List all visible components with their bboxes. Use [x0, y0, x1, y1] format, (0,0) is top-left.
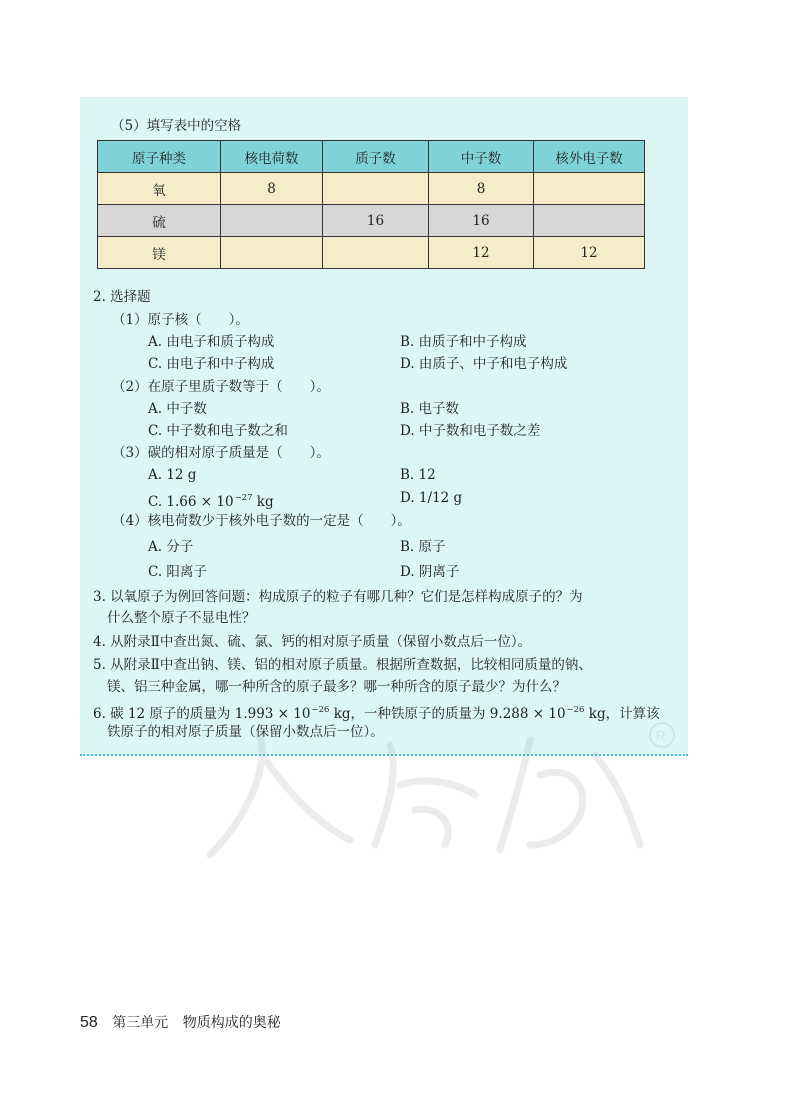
q2-4-option-b: B. 原子: [400, 539, 446, 555]
table-cell: 氧: [98, 173, 221, 205]
chapter-title: 物质构成的奥秘: [182, 1015, 281, 1031]
table-section-title: （5）填写表中的空格: [111, 118, 242, 134]
q2-3-option-b: B. 12: [400, 467, 436, 483]
q6-part-2: kg，一种铁原子的质量为 9.288 × 10: [329, 706, 566, 722]
question-3-line-1: 3. 以氧原子为例回答问题：构成原子的粒子有哪几种？它们是怎样构成原子的？为: [93, 589, 583, 605]
header-cell: 核电荷数: [221, 141, 323, 173]
q2-2-option-b: B. 电子数: [400, 401, 460, 417]
table-cell: 8: [429, 173, 534, 205]
table-cell: 16: [323, 205, 429, 237]
table-cell: [323, 237, 429, 269]
question-6-line-2: 铁原子的相对原子质量（保留小数点后一位）。: [107, 724, 384, 740]
q2-3-option-c: [148, 489, 274, 511]
table-cell: 12: [429, 237, 534, 269]
q2-2-option-a: A. 中子数: [148, 401, 207, 417]
table-row: [98, 173, 645, 205]
q2-3-option-a: A. 12 g: [148, 467, 197, 483]
question-3-line-2: 什么整个原子不显电性？: [107, 610, 256, 626]
q6-part-1: 6. 碳 12 原子的质量为 1.993 × 10: [93, 706, 311, 722]
table-cell: 12: [534, 237, 645, 269]
table-cell: 镁: [98, 237, 221, 269]
q2-1-option-b: B. 由质子和中子构成: [400, 334, 527, 350]
table-header-row: [98, 141, 645, 173]
q2-2-stem: （2）在原子里质子数等于（ ）。: [112, 379, 330, 395]
header-cell: 核外电子数: [534, 141, 645, 173]
question-5-line-2: 镁、铝三种金属，哪一种所含的原子最多？哪一种所含的原子最少？为什么？: [107, 679, 566, 695]
question-2-title: 2. 选择题: [93, 289, 151, 305]
table-cell: 硫: [98, 205, 221, 237]
table-cell: [534, 173, 645, 205]
page-footer: [80, 1012, 281, 1032]
header-cell: 原子种类: [98, 141, 221, 173]
q2-3-option-c-unit: kg: [252, 494, 274, 510]
q2-1-option-d: D. 由质子、中子和电子构成: [400, 356, 568, 372]
question-5-line-1: 5. 从附录Ⅱ中查出钠、镁、铝的相对原子质量。根据所查数据，比较相同质量的钠、: [93, 657, 592, 673]
q2-1-option-a: A. 由电子和质子构成: [148, 334, 275, 350]
q6-part-3: kg，计算该: [584, 706, 660, 722]
q2-3-option-c-base: C. 1.66 × 10: [148, 494, 234, 510]
q2-1-stem: （1）原子核（ ）。: [112, 312, 249, 328]
unit-label: 第三单元: [112, 1015, 169, 1031]
table-cell: [534, 205, 645, 237]
q2-1-option-c: C. 由电子和中子构成: [148, 356, 275, 372]
table-cell: [323, 173, 429, 205]
page-number: 58: [80, 1014, 98, 1031]
q2-2-option-d: D. 中子数和电子数之差: [400, 423, 541, 439]
table-cell: 16: [429, 205, 534, 237]
table-cell: 8: [221, 173, 323, 205]
table-cell: [221, 205, 323, 237]
table-row: [98, 205, 645, 237]
table-cell: [221, 237, 323, 269]
q2-4-option-a: A. 分子: [148, 539, 194, 555]
header-cell: 中子数: [429, 141, 534, 173]
q2-3-option-c-exponent: −27: [234, 493, 253, 503]
q2-3-stem: （3）碳的相对原子质量是（ ）。: [112, 445, 330, 461]
q2-2-option-c: C. 中子数和电子数之和: [148, 423, 288, 439]
q2-4-option-c: C. 阳离子: [148, 564, 207, 580]
question-6-line-1: [93, 701, 660, 723]
atom-table: [97, 140, 645, 269]
header-cell: 质子数: [323, 141, 429, 173]
table-row: [98, 237, 645, 269]
q6-exponent-1: −26: [311, 705, 330, 715]
question-4: 4. 从附录Ⅱ中查出氮、硫、氯、钙的相对原子质量（保留小数点后一位）。: [93, 634, 532, 650]
svg-text:R: R: [656, 728, 666, 743]
q2-3-option-d: D. 1/12 g: [400, 490, 463, 506]
q2-4-option-d: D. 阴离子: [400, 564, 460, 580]
q2-4-stem: （4）核电荷数少于核外电子数的一定是（ ）。: [112, 513, 411, 529]
q6-exponent-2: −26: [566, 705, 585, 715]
